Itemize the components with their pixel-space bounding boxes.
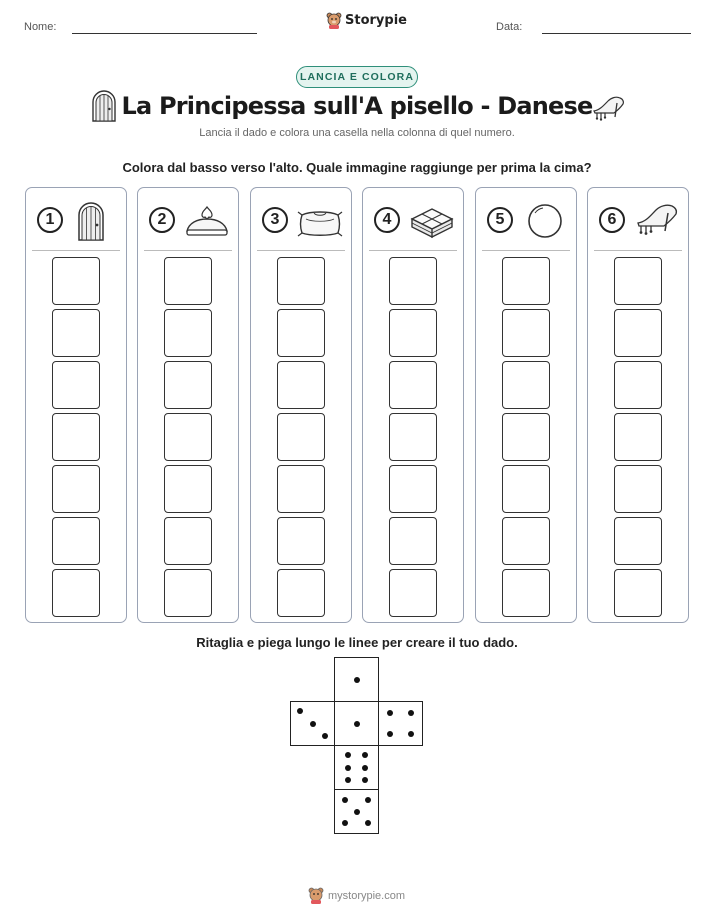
dice-pip [322, 733, 328, 739]
color-box[interactable] [389, 517, 437, 565]
color-box[interactable] [502, 465, 550, 513]
dice-pip [362, 752, 368, 758]
column-divider [257, 250, 345, 251]
color-box[interactable] [164, 413, 212, 461]
dice-instruction: Ritaglia e piega lungo le linee per creare il tuo dado. [196, 635, 518, 650]
name-label: Nome: [24, 21, 57, 33]
dice-pip [362, 765, 368, 771]
color-box[interactable] [164, 517, 212, 565]
brand-name: Storypie [345, 13, 407, 28]
color-box[interactable] [164, 309, 212, 357]
color-box[interactable] [277, 465, 325, 513]
color-box[interactable] [52, 309, 100, 357]
color-box[interactable] [277, 257, 325, 305]
dice-column-5 [475, 187, 577, 623]
color-box[interactable] [614, 413, 662, 461]
color-box[interactable] [164, 361, 212, 409]
dice-pip [354, 721, 360, 727]
storypie-logo [326, 12, 407, 29]
pillow-icon [296, 199, 344, 241]
color-box[interactable] [389, 569, 437, 617]
mattress-stack-icon [408, 199, 456, 241]
dice-pip [342, 797, 348, 803]
dice-pip [387, 710, 393, 716]
dice-pip [365, 797, 371, 803]
column-divider [482, 250, 570, 251]
column-number: 4 [374, 207, 400, 233]
subtitle: Lancia il dado e colora una casella nella colonna di quel numero. [199, 127, 515, 139]
dice-pip [354, 809, 360, 815]
coloring-instruction: Colora dal basso verso l'alto. Quale immagine raggiunge per prima la cima? [122, 160, 592, 175]
color-box[interactable] [614, 257, 662, 305]
dice-pip [345, 765, 351, 771]
dice-face-3 [290, 701, 335, 746]
dice-face-1 [334, 657, 379, 702]
dice-pip [342, 820, 348, 826]
color-box[interactable] [389, 465, 437, 513]
dice-pip [365, 820, 371, 826]
glass-slipper-icon [591, 93, 627, 123]
dice-pip [362, 777, 368, 783]
dice-face-6 [334, 745, 379, 790]
color-box[interactable] [389, 257, 437, 305]
column-divider [144, 250, 232, 251]
dice-pip [408, 731, 414, 737]
dice-column-4 [362, 187, 464, 623]
dice-pip [387, 731, 393, 737]
dice-face-4 [378, 701, 423, 746]
color-box[interactable] [614, 517, 662, 565]
column-number: 3 [262, 207, 288, 233]
color-box[interactable] [52, 361, 100, 409]
column-number: 5 [487, 207, 513, 233]
color-box[interactable] [52, 465, 100, 513]
activity-badge: LANCIA E COLORA [296, 66, 418, 88]
footer [308, 887, 405, 904]
color-box[interactable] [502, 569, 550, 617]
name-line[interactable] [72, 33, 257, 34]
color-box[interactable] [277, 361, 325, 409]
column-divider [369, 250, 457, 251]
column-number: 2 [149, 207, 175, 233]
pea-icon [521, 199, 569, 241]
dice-pip [310, 721, 316, 727]
color-box[interactable] [614, 309, 662, 357]
dice-pip [345, 752, 351, 758]
color-box[interactable] [277, 517, 325, 565]
dice-column-2 [137, 187, 239, 623]
dice-column-3 [250, 187, 352, 623]
glass-slipper-icon [633, 199, 681, 241]
page-title: La Principessa sull'A pisello - Danese [121, 92, 593, 120]
column-number: 6 [599, 207, 625, 233]
color-box[interactable] [52, 257, 100, 305]
dice-pip [354, 677, 360, 683]
dice-pip [297, 708, 303, 714]
bear-mascot-icon [326, 12, 342, 29]
color-box[interactable] [502, 517, 550, 565]
date-label: Data: [496, 21, 523, 33]
door-icon [71, 199, 119, 241]
color-box[interactable] [389, 413, 437, 461]
color-box[interactable] [614, 569, 662, 617]
color-box[interactable] [614, 361, 662, 409]
dice-face-5 [334, 789, 379, 834]
dice-column-6 [587, 187, 689, 623]
color-box[interactable] [164, 257, 212, 305]
column-divider [594, 250, 682, 251]
color-box[interactable] [164, 569, 212, 617]
color-box[interactable] [277, 309, 325, 357]
color-box[interactable] [614, 465, 662, 513]
crown-icon [183, 199, 231, 241]
color-box[interactable] [164, 465, 212, 513]
dice-face-1 [334, 701, 379, 746]
color-box[interactable] [502, 413, 550, 461]
color-box[interactable] [389, 361, 437, 409]
dice-pip [345, 777, 351, 783]
color-box[interactable] [502, 309, 550, 357]
color-box[interactable] [52, 569, 100, 617]
color-box[interactable] [502, 361, 550, 409]
color-box[interactable] [277, 413, 325, 461]
bear-mascot-icon [308, 887, 324, 904]
color-box[interactable] [502, 257, 550, 305]
date-line[interactable] [542, 33, 691, 34]
dice-column-1 [25, 187, 127, 623]
dice-pip [408, 710, 414, 716]
color-box[interactable] [52, 413, 100, 461]
column-divider [32, 250, 120, 251]
column-number: 1 [37, 207, 63, 233]
color-box[interactable] [389, 309, 437, 357]
color-box[interactable] [52, 517, 100, 565]
footer-url: mystorypie.com [328, 889, 406, 902]
color-box[interactable] [277, 569, 325, 617]
